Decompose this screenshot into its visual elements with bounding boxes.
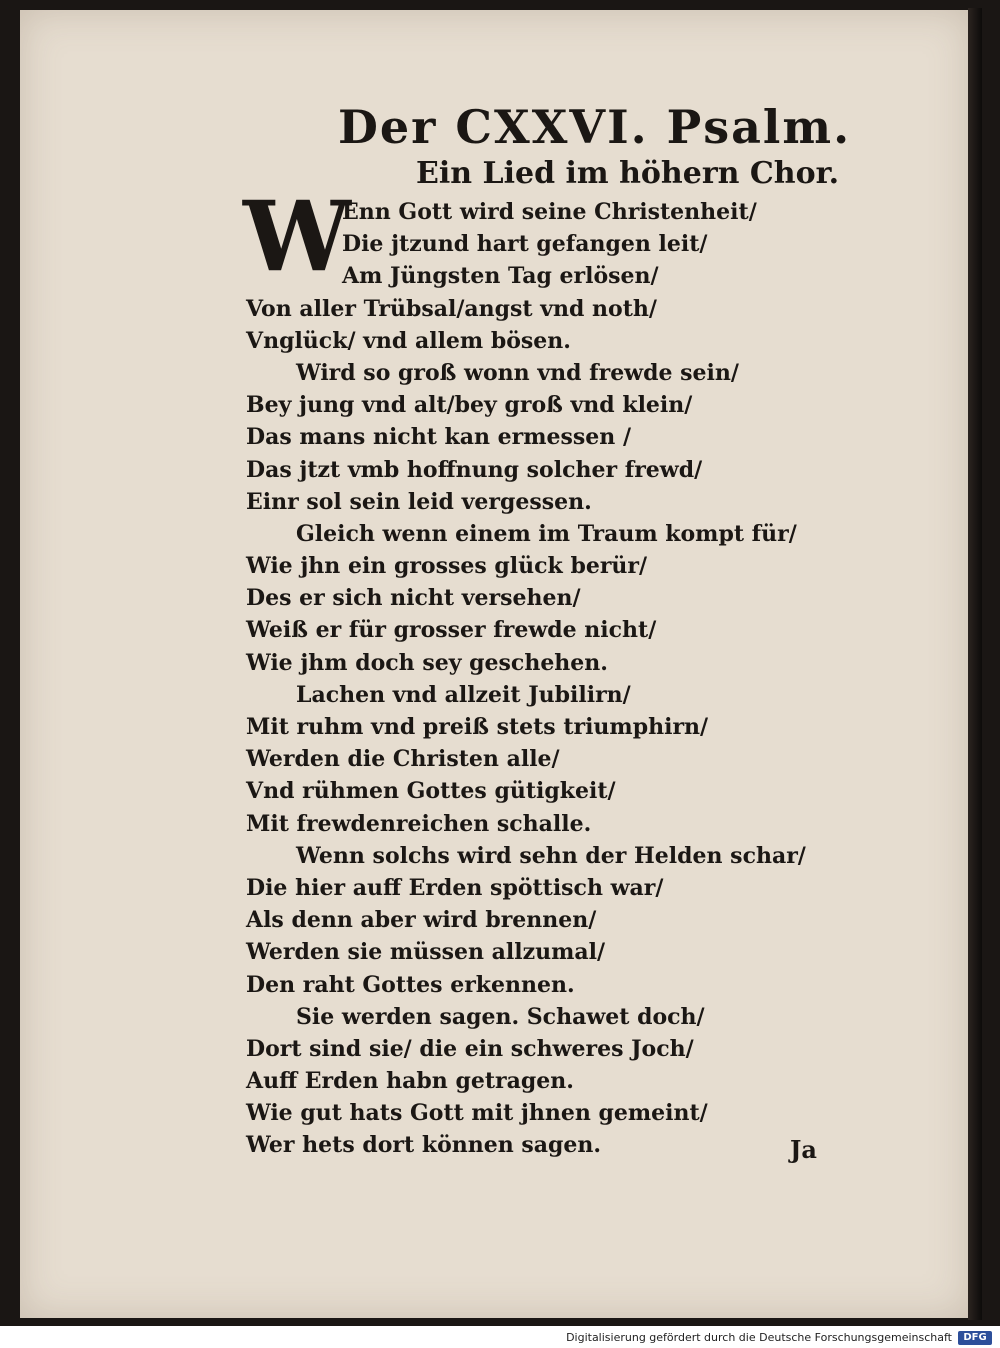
poem-line: Wer hets dort können sagen. (246, 1132, 602, 1159)
poem-line: Des er sich nicht versehen/ (246, 585, 581, 612)
drop-cap: W (243, 180, 351, 293)
page-edge (968, 8, 982, 1320)
poem-line: Wie jhm doch sey geschehen. (246, 649, 608, 676)
poem-line: Die jtzund hart gefangen leit/ (342, 231, 708, 258)
poem-line: Wird so groß wonn vnd frewde sein/ (296, 359, 739, 386)
poem-line: Von aller Trübsal/angst vnd noth/ (246, 295, 657, 322)
poem-line: Am Jüngsten Tag erlösen/ (342, 263, 659, 290)
poem-line: Mit frewdenreichen schalle. (246, 810, 592, 837)
psalm-subtitle: Ein Lied im höhern Chor. (416, 156, 840, 191)
poem-line: Einr sol sein leid vergessen. (246, 488, 592, 515)
poem-line: Wie jhn ein grosses glück berür/ (246, 553, 648, 580)
poem-line: Enn Gott wird seine Christenheit/ (342, 199, 757, 225)
poem-line: Werden sie müssen allzumal/ (246, 939, 606, 966)
poem-line: Weiß er für grosser frewde nicht/ (246, 617, 657, 644)
poem-line: Vnglück/ vnd allem bösen. (246, 327, 571, 354)
poem-line: Als denn aber wird brennen/ (246, 907, 597, 934)
poem-line: Werden die Christen alle/ (246, 746, 560, 773)
poem-line: Die hier auff Erden spöttisch war/ (246, 874, 664, 901)
poem-line: Den raht Gottes erkennen. (246, 971, 575, 998)
dfg-logo-icon: DFG (958, 1331, 992, 1345)
poem-line: Wenn solchs wird sehn der Helden schar/ (296, 842, 806, 869)
poem-line: Gleich wenn einem im Traum kompt für/ (296, 520, 797, 547)
poem-text (246, 196, 886, 1162)
poem-line: Mit ruhm vnd preiß stets triumphirn/ (246, 714, 709, 740)
poem-line: Vnd rühmen Gottes gütigkeit/ (246, 778, 616, 805)
poem-line: Dort sind sie/ die ein schweres Joch/ (246, 1035, 694, 1062)
poem-line: Auff Erden habn getragen. (246, 1068, 574, 1095)
footer-bar (0, 1328, 1000, 1348)
poem-line: Wie gut hats Gott mit jhnen gemeint/ (246, 1100, 708, 1127)
poem-line: Bey jung vnd alt/bey groß vnd klein/ (246, 392, 693, 419)
poem-line: Lachen vnd allzeit Jubilirn/ (296, 681, 631, 708)
footer-credit: Digitalisierung gefördert durch die Deutsche Forschungsgemeinschaft (566, 1331, 952, 1344)
psalm-title: Der CXXVI. Psalm. (338, 100, 852, 154)
poem-line: Das jtzt vmb hoffnung solcher frewd/ (246, 456, 703, 483)
poem-line: Das mans nicht kan ermessen / (246, 424, 631, 451)
poem-line: Sie werden sagen. Schawet doch/ (296, 1003, 705, 1030)
catchword: Ja (790, 1135, 817, 1164)
